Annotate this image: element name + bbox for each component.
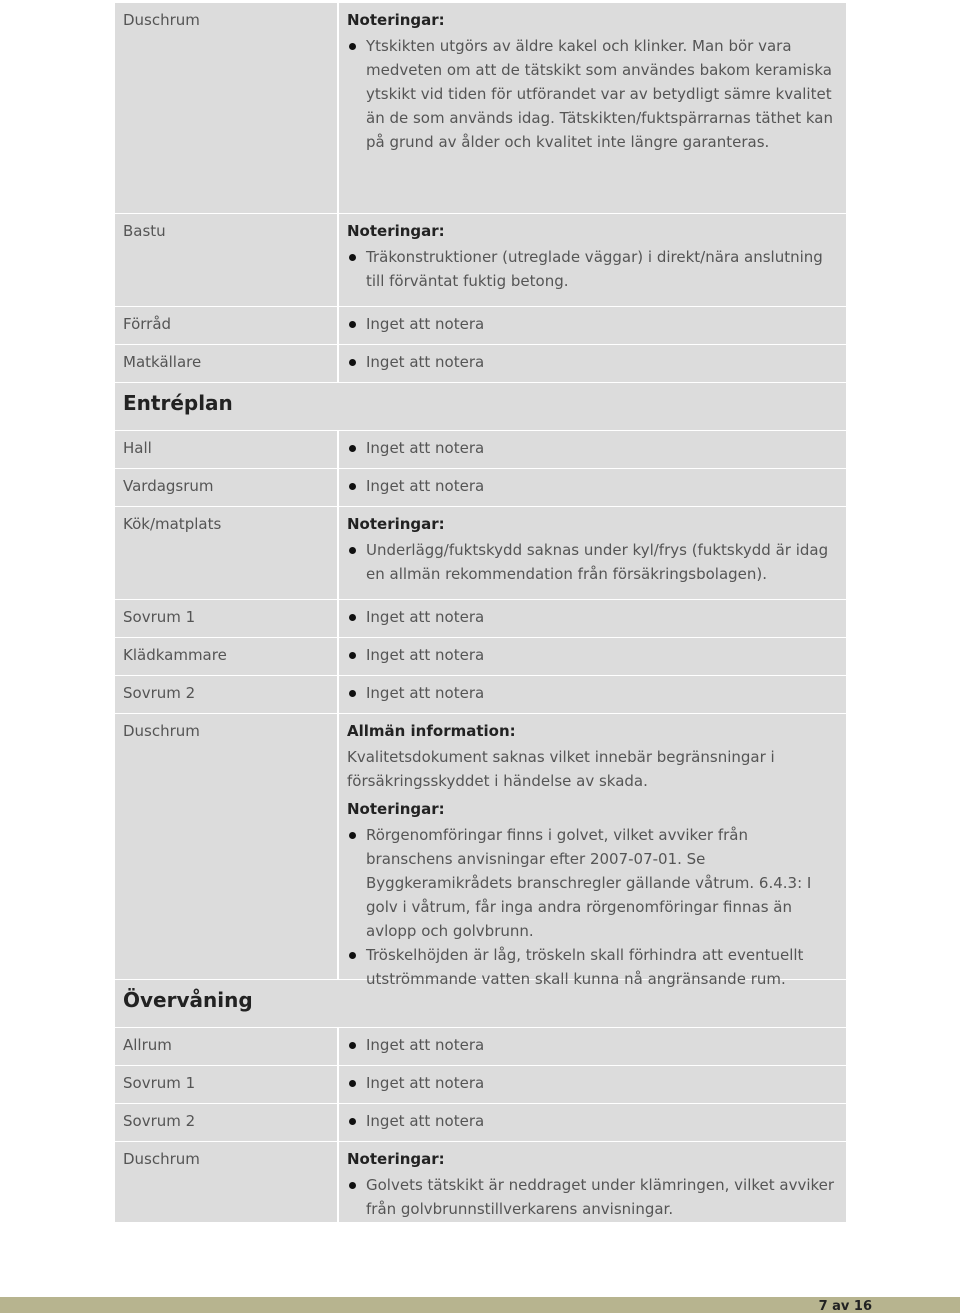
table-row xyxy=(115,214,846,307)
room-name: Sovrum 2 xyxy=(115,1104,339,1141)
inspection-table xyxy=(115,3,846,1223)
table-row xyxy=(115,307,846,345)
room-notes xyxy=(339,507,846,599)
room-name: Matkällare xyxy=(115,345,339,382)
room-notes xyxy=(339,214,846,306)
room-notes xyxy=(339,714,846,988)
notes-heading: Noteringar: xyxy=(347,222,445,240)
notes-list xyxy=(347,1071,838,1095)
room-name: Kök/matplats xyxy=(115,507,339,599)
notes-list xyxy=(347,436,838,460)
table-row xyxy=(115,469,846,507)
list-item: Inget att notera xyxy=(347,605,838,629)
section-heading: Entréplan xyxy=(115,383,846,431)
list-item: Träkonstruktioner (utreglade väggar) i direkt/nära anslutning till förväntat fuktig betong. xyxy=(347,245,838,293)
room-notes xyxy=(339,1142,846,1222)
table-row xyxy=(115,1104,846,1142)
room-name: Allrum xyxy=(115,1028,339,1065)
room-notes xyxy=(339,345,846,382)
room-notes xyxy=(339,600,846,637)
notes-list xyxy=(347,245,838,293)
room-notes xyxy=(339,431,846,468)
page-number: 7 av 16 xyxy=(818,1299,872,1314)
table-row xyxy=(115,638,846,676)
notes-heading: Noteringar: xyxy=(347,800,445,818)
room-notes xyxy=(339,469,846,506)
room-notes xyxy=(339,1028,846,1065)
table-row xyxy=(115,600,846,638)
table-row xyxy=(115,1142,846,1223)
room-name: Duschrum xyxy=(115,3,339,213)
list-item: Tröskelhöjden är låg, tröskeln skall förhindra att eventuellt utströmmande vatten skall kunna nå angränsande rum. xyxy=(347,943,838,991)
room-name: Duschrum xyxy=(115,1142,339,1222)
room-name: Sovrum 2 xyxy=(115,676,339,713)
list-item: Inget att notera xyxy=(347,643,838,667)
notes-heading: Noteringar: xyxy=(347,11,445,29)
room-notes xyxy=(339,676,846,713)
table-row xyxy=(115,431,846,469)
notes-list xyxy=(347,350,838,374)
notes-list xyxy=(347,474,838,498)
table-row xyxy=(115,1028,846,1066)
table-row xyxy=(115,3,846,214)
info-text: Kvalitetsdokument saknas vilket innebär begränsningar i försäkringsskyddet i händelse av skada. xyxy=(347,748,775,790)
list-item: Inget att notera xyxy=(347,312,838,336)
table-row xyxy=(115,345,846,383)
notes-list xyxy=(347,538,838,586)
table-row xyxy=(115,507,846,600)
room-name: Vardagsrum xyxy=(115,469,339,506)
table-row xyxy=(115,1066,846,1104)
notes-heading: Noteringar: xyxy=(347,1150,445,1168)
section-heading: Övervåning xyxy=(115,980,846,1028)
list-item: Inget att notera xyxy=(347,681,838,705)
list-item: Inget att notera xyxy=(347,1033,838,1057)
list-item: Rörgenomföringar finns i golvet, vilket avviker från branschens anvisningar efter 2007-07-01. Se Byggkeramikrådets branschregler gällande våtrum. 6.4.3: I golv i våtrum, får inga andra rörgenomföringar finnas än avlopp och golvbrunn. xyxy=(347,823,838,943)
room-name: Duschrum xyxy=(115,714,339,979)
room-name: Bastu xyxy=(115,214,339,306)
room-notes xyxy=(339,1066,846,1103)
notes-list xyxy=(347,643,838,667)
room-name: Hall xyxy=(115,431,339,468)
room-name: Sovrum 1 xyxy=(115,600,339,637)
notes-list xyxy=(347,681,838,705)
notes-heading: Noteringar: xyxy=(347,515,445,533)
info-heading: Allmän information: xyxy=(347,722,516,740)
table-row xyxy=(115,676,846,714)
notes-list xyxy=(347,34,838,154)
footer-bar xyxy=(0,1297,960,1313)
room-name: Förråd xyxy=(115,307,339,344)
notes-list xyxy=(347,1109,838,1133)
room-name: Sovrum 1 xyxy=(115,1066,339,1103)
list-item: Ytskikten utgörs av äldre kakel och klinker. Man bör vara medveten om att de tätskikt som användes bakom keramiska ytskikt vid tiden för utförandet var av betydligt sämre kvalitet än de som används idag. Tätskikten/fuktspärrarnas täthet kan på grund av ålder och kvalitet inte längre garanteras. xyxy=(347,34,838,154)
list-item: Inget att notera xyxy=(347,1071,838,1095)
room-notes xyxy=(339,638,846,675)
list-item: Golvets tätskikt är neddraget under klämringen, vilket avviker från golvbrunnstillverkarens anvisningar. xyxy=(347,1173,838,1221)
notes-list xyxy=(347,605,838,629)
notes-list xyxy=(347,312,838,336)
room-notes xyxy=(339,3,846,213)
list-item: Underlägg/fuktskydd saknas under kyl/frys (fuktskydd är idag en allmän rekommendation från försäkringsbolagen). xyxy=(347,538,838,586)
notes-list xyxy=(347,1173,838,1221)
list-item: Inget att notera xyxy=(347,1109,838,1133)
list-item: Inget att notera xyxy=(347,436,838,460)
notes-list xyxy=(347,823,838,991)
list-item: Inget att notera xyxy=(347,474,838,498)
room-name: Klädkammare xyxy=(115,638,339,675)
list-item: Inget att notera xyxy=(347,350,838,374)
notes-list xyxy=(347,1033,838,1057)
table-row xyxy=(115,714,846,988)
room-notes xyxy=(339,307,846,344)
room-notes xyxy=(339,1104,846,1141)
